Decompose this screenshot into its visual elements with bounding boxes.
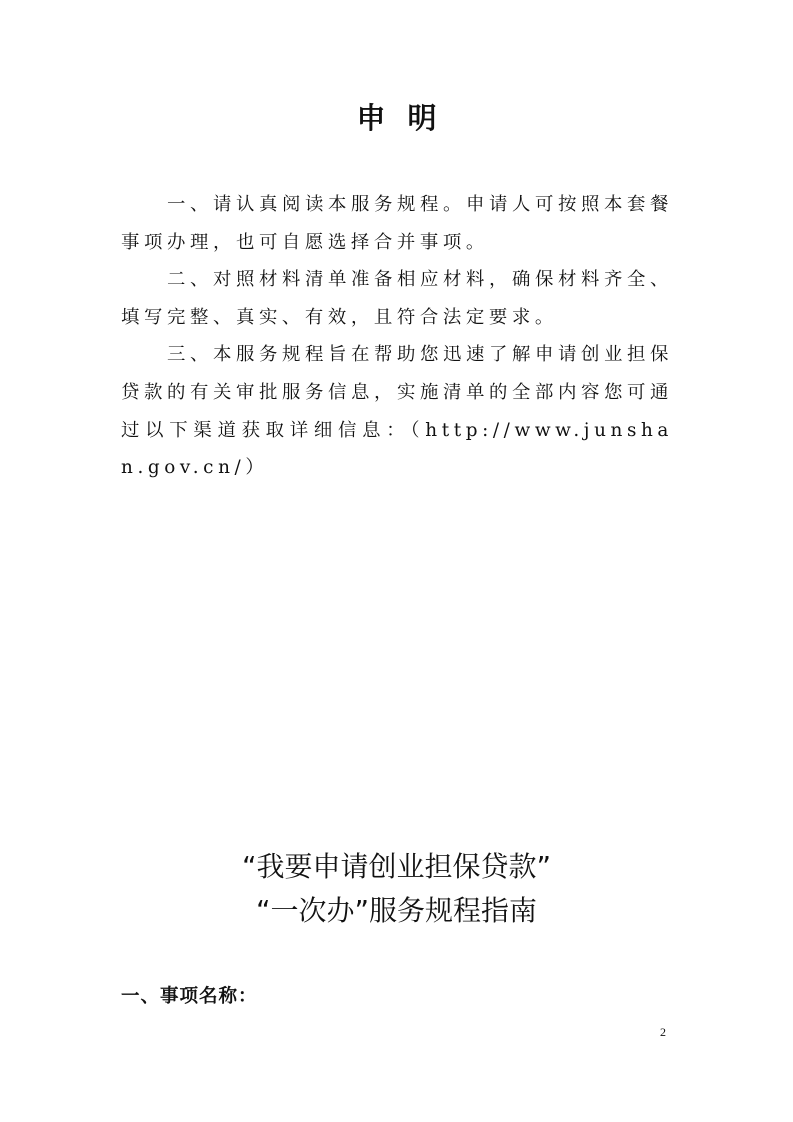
declaration-paragraph-3: 三、本服务规程旨在帮助您迅速了解申请创业担保贷款的有关审批服务信息，实施清单的全部内容您可通过以下渠道获取详细信息：（http://www.junshan.gov.cn/） [121,344,673,479]
section-heading-item-name: 一、事项名称： [121,986,258,1007]
declaration-title: 申明 [356,101,459,135]
declaration-paragraph-2: 二、对照材料清单准备相应材料，确保材料齐全、填写完整、真实、有效，且符合法定要求。 [121,269,673,328]
declaration-paragraph-1: 一、请认真阅读本服务规程。申请人可按照本套餐事项办理，也可自愿选择合并事项。 [121,194,673,253]
guide-title-line-2: “一次办”服务规程指南 [255,894,537,927]
guide-title [0,845,793,933]
declaration-body [121,186,673,487]
guide-title-line-1: “我要申请创业担保贷款” [241,850,551,883]
page-number: 2 [660,1025,666,1039]
